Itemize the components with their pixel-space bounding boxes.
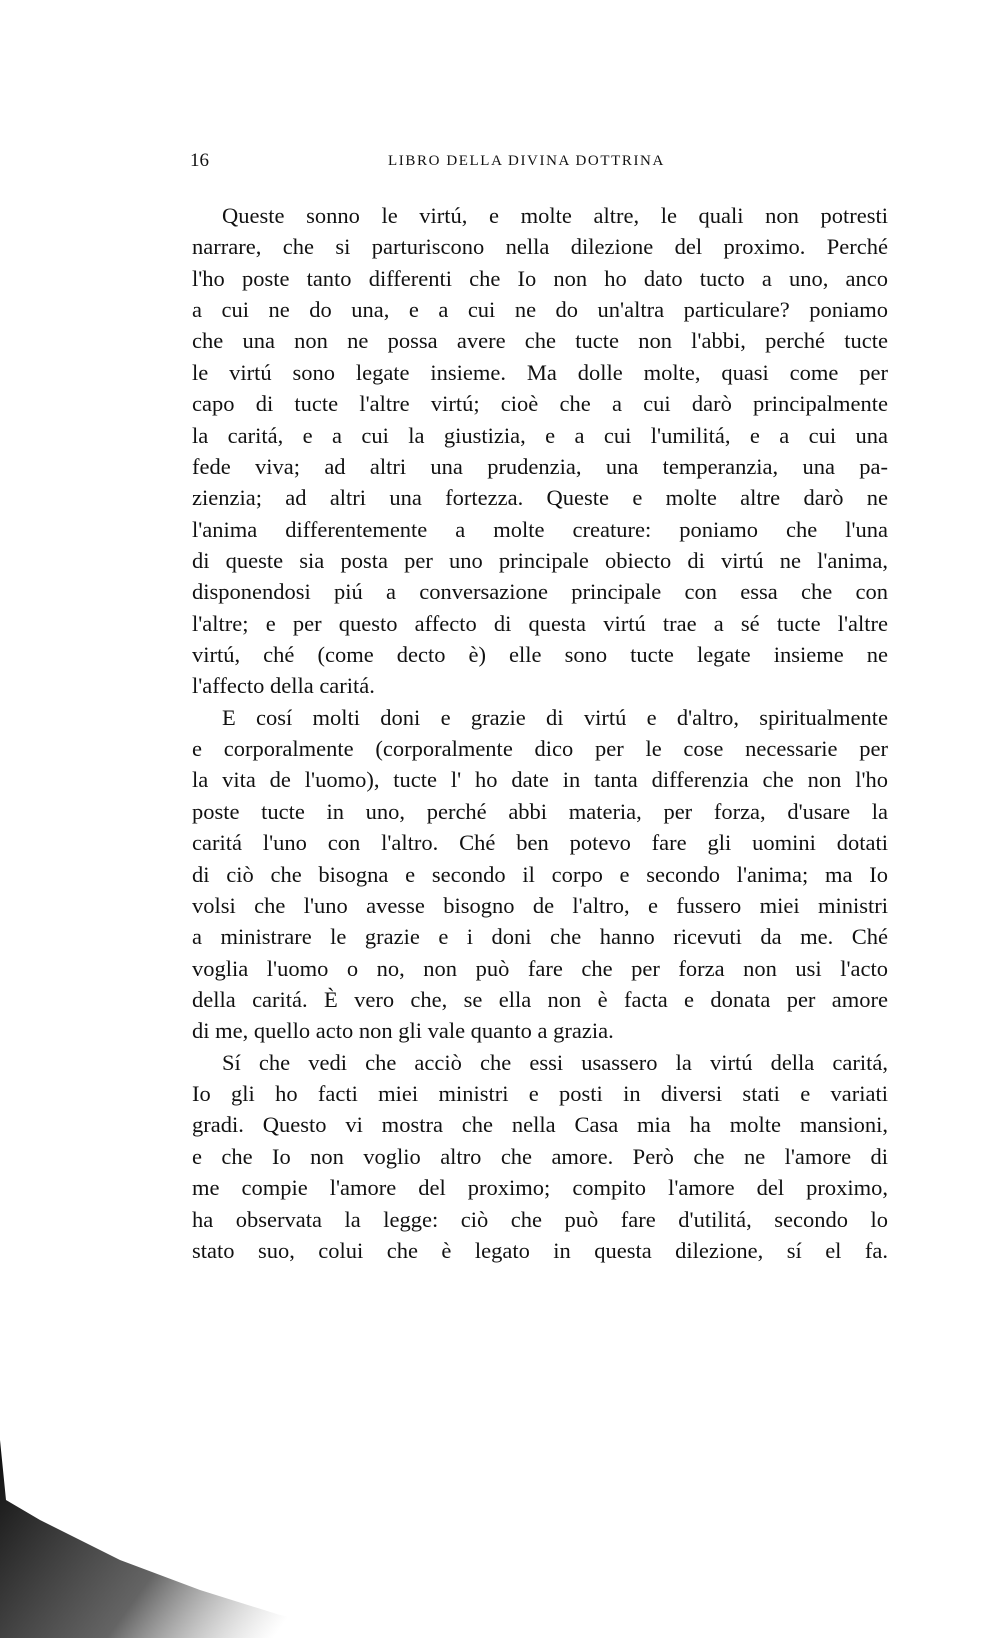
text-line: la caritá, e a cui la giustizia, e a cui l'umilitá, e a cui una [192,422,888,448]
text-line: Io gli ho facti miei ministri e posti in diversi stati e variati [192,1081,888,1107]
text-line: fede viva; ad altri una prudenzia, una temperanzia, una pa- [192,453,888,479]
text-line: disponendosi piú a conversazione principale con essa che con [192,579,888,605]
text-line: di queste sia posta per uno principale obiecto di virtú ne l'anima, [192,547,888,573]
text-line: E cosí molti doni e grazie di virtú e d'altro, spiritualmente [222,704,888,730]
text-line: l'affecto della caritá. [192,673,375,699]
text-line: stato suo, colui che è legato in questa dilezione, sí el fa. [192,1237,888,1263]
text-line: della caritá. È vero che, se ella non è facta e donata per amore [192,986,888,1012]
text-line: ha observata la legge: ciò che può fare d'utilitá, secondo lo [192,1206,888,1232]
scan-smudge [0,1440,360,1638]
running-head: LIBRO DELLA DIVINA DOTTRINA [388,153,665,169]
text-line: gradi. Questo vi mostra che nella Casa mia ha molte mansioni, [192,1112,888,1138]
text-line: a ministrare le grazie e i doni che hanno ricevuti da me. Ché [192,924,888,950]
text-line: l'altre; e per questo affecto di questa virtú trae a sé tucte l'altre [192,610,888,636]
text-line: caritá l'uno con l'altro. Ché ben potevo fare gli uomini dotati [192,830,888,856]
text-line: la vita de l'uomo), tucte l' ho date in tanta differenzia che non l'ho [192,767,888,793]
body-text [192,200,888,1266]
text-line: volsi che l'uno avesse bisogno de l'altro, e fussero miei ministri [192,892,888,918]
text-line: di me, quello acto non gli vale quanto a grazia. [192,1018,614,1044]
text-line: l'anima differentemente a molte creature: poniamo che l'una [192,516,888,542]
text-line: le virtú sono legate insieme. Ma dolle molte, quasi come per [192,359,888,385]
text-line: zienzia; ad altri una fortezza. Queste e molte altre darò ne [192,485,888,511]
text-line: voglia l'uomo o no, non può fare che per forza non usi l'acto [192,955,888,981]
text-line: di ciò che bisogna e secondo il corpo e secondo l'anima; ma Io [192,861,888,887]
text-line: l'ho poste tanto differenti che Io non ho dato tucto a uno, anco [192,265,888,291]
page-number: 16 [190,150,209,171]
text-line: e che Io non voglio altro che amore. Però che ne l'amore di [192,1143,888,1169]
text-line: poste tucte in uno, perché abbi materia, per forza, d'usare la [192,798,888,824]
text-line: narrare, che si parturiscono nella dilezione del proximo. Perché [192,234,888,260]
text-line: virtú, ché (come decto è) elle sono tucte legate insieme ne [192,642,888,668]
text-line: che una non ne possa avere che tucte non l'abbi, perché tucte [192,328,888,354]
text-line: capo di tucte l'altre virtú; cioè che a cui darò principalmente [192,391,888,417]
text-line: me compie l'amore del proximo; compito l'amore del proximo, [192,1175,888,1201]
text-line: Queste sonno le virtú, e molte altre, le quali non potresti [222,203,888,228]
text-line: a cui ne do una, e a cui ne do un'altra particulare? poniamo [192,297,888,323]
text-line: Sí che vedi che acciò che essi usassero la virtú della caritá, [222,1049,888,1075]
text-line: e corporalmente (corporalmente dico per le cose necessarie per [192,736,888,762]
